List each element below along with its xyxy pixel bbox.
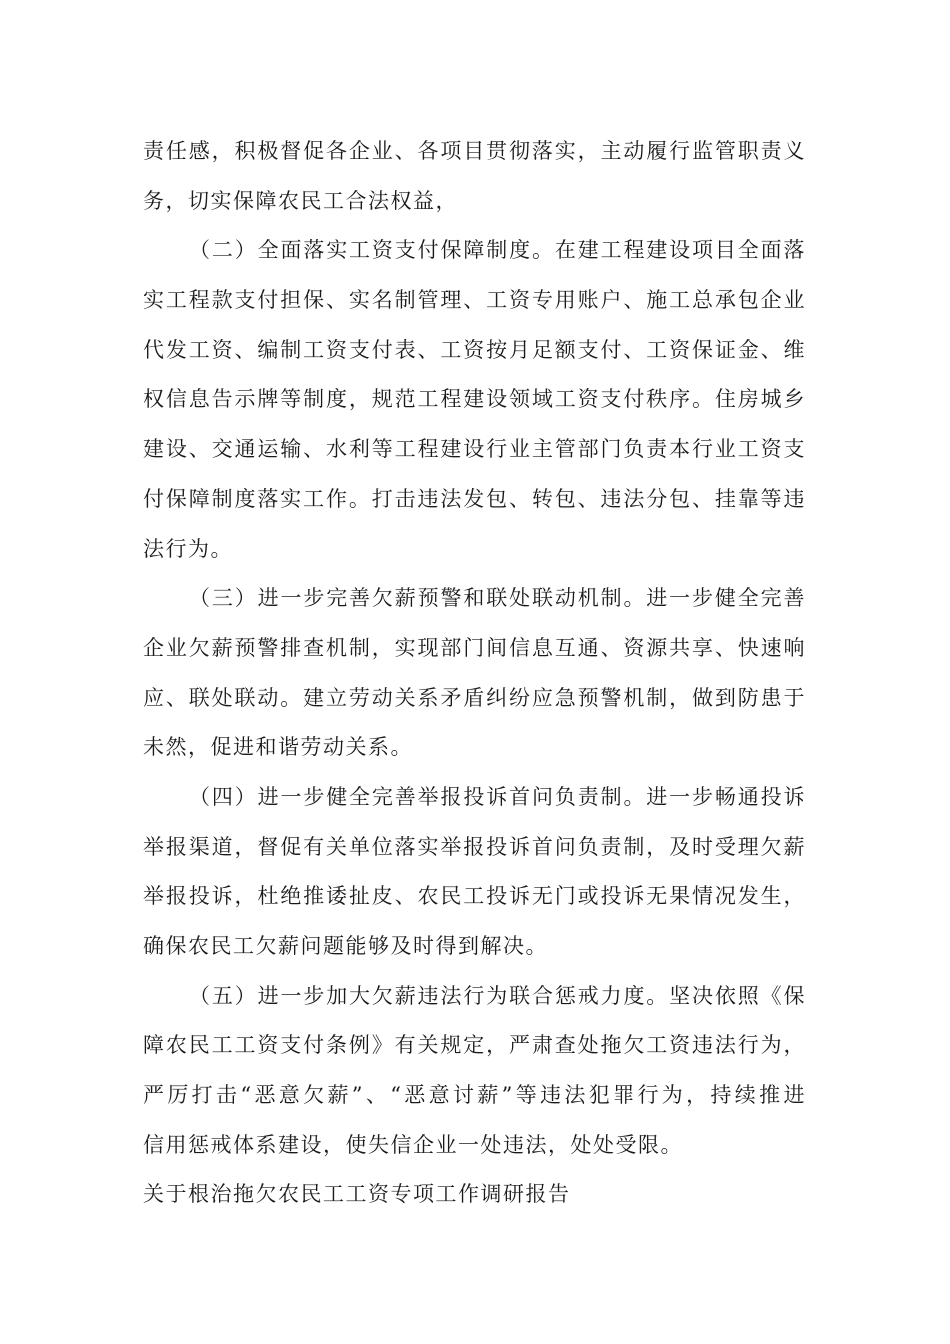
paragraph-item-3 xyxy=(143,574,806,773)
body-text-line: （三）进一步完善欠薪预警和联处联动机制。进一步健全完善 xyxy=(189,586,806,611)
body-text-line: 企业欠薪预警排查机制，实现部门间信息互通、资源共享、快速响 xyxy=(143,635,806,660)
body-text-line: （五）进一步加大欠薪违法行为联合惩戒力度。坚决依照《保 xyxy=(189,983,806,1008)
body-text-line: 实工程款支付担保、实名制管理、工资专用账户、施工总承包企业 xyxy=(143,288,806,313)
body-text-line: （二）全面落实工资支付保障制度。在建工程建设项目全面落 xyxy=(189,238,806,263)
body-text-line: 务，切实保障农民工合法权益， xyxy=(143,188,458,213)
body-text-line: 付保障制度落实工作。打击违法发包、转包、违法分包、挂靠等违 xyxy=(143,486,806,511)
body-text-line: 确保农民工欠薪问题能够及时得到解决。 xyxy=(143,934,548,958)
body-text-line: 建设、交通运输、水利等工程建设行业主管部门负责本行业工资支 xyxy=(143,437,806,462)
paragraph-item-4 xyxy=(143,773,806,972)
body-text-line: 信用惩戒体系建设，使失信企业一处违法，处处受限。 xyxy=(143,1132,683,1157)
next-document-title: 关于根治拖欠农民工工资专项工作调研报告 xyxy=(143,1182,571,1207)
paragraph-continued xyxy=(143,127,806,226)
document-body xyxy=(143,127,806,1220)
body-text-line: 代发工资、编制工资支付表、工资按月足额支付、工资保证金、维 xyxy=(143,337,806,362)
body-text-line: 法行为。 xyxy=(143,536,233,561)
paragraph-item-5 xyxy=(143,972,806,1171)
body-text-line: 未然，促进和谐劳动关系。 xyxy=(143,735,413,760)
body-text-line: 举报渠道，督促有关单位落实举报投诉首问负责制，及时受理欠薪 xyxy=(143,834,806,859)
body-text-line: 应、联处联动。建立劳动关系矛盾纠纷应急预警机制，做到防患于 xyxy=(143,685,806,710)
body-text-line: 严厉打击“恶意欠薪”、“恶意讨薪”等违法犯罪行为，持续推进 xyxy=(143,1083,806,1108)
next-document-title-block xyxy=(143,1170,806,1220)
body-text-line: 权信息告示牌等制度，规范工程建设领域工资支付秩序。住房城乡 xyxy=(143,387,806,412)
body-text-line: 责任感，积极督促各企业、各项目贯彻落实，主动履行监管职责义 xyxy=(143,139,806,163)
body-text-line: （四）进一步健全完善举报投诉首问负责制。进一步畅通投诉 xyxy=(189,784,806,809)
body-text-line: 障农民工工资支付条例》有关规定，严肃查处拖欠工资违法行为， xyxy=(143,1033,806,1058)
paragraph-item-2 xyxy=(143,226,806,574)
body-text-line: 举报投诉，杜绝推诿扯皮、农民工投诉无门或投诉无果情况发生， xyxy=(143,884,806,909)
